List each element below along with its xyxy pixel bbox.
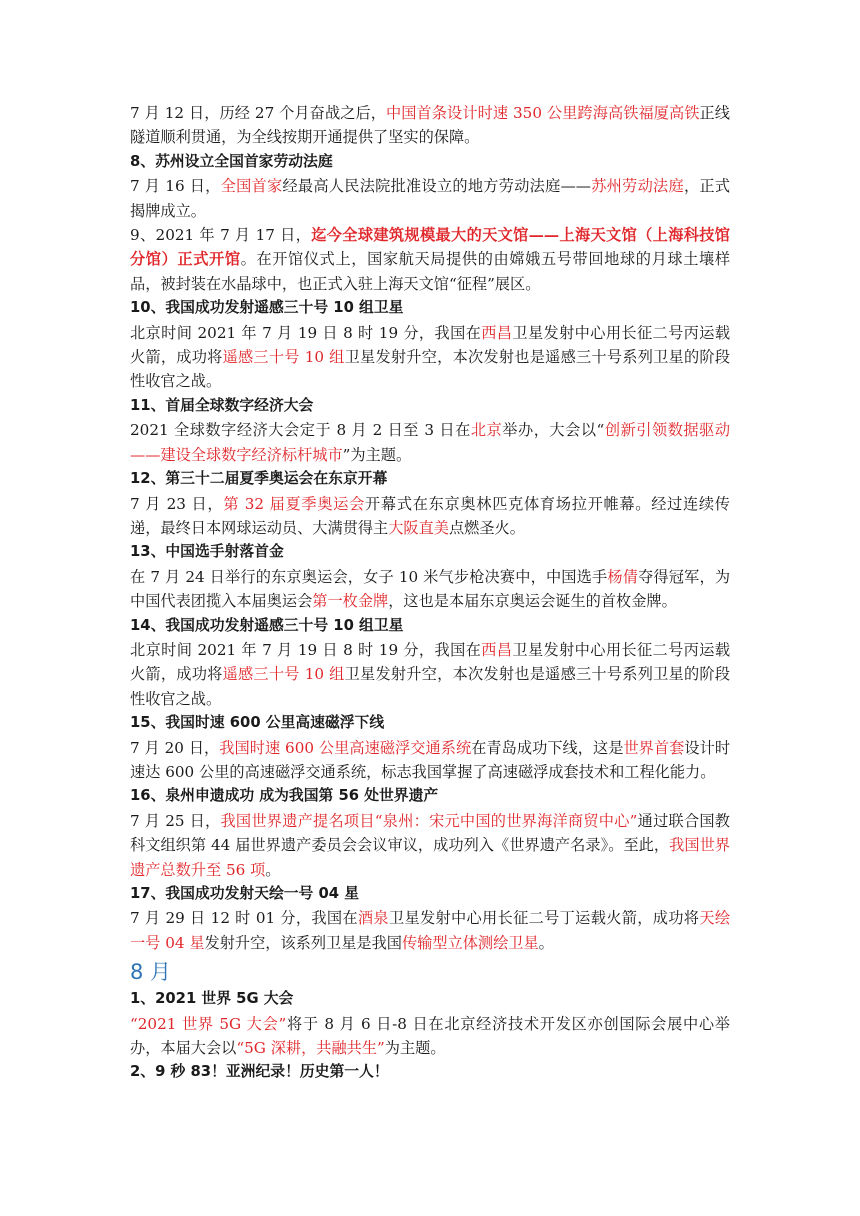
text-run: 经最高人民法院批准设立的地方劳动法庭—— [282, 177, 591, 196]
month-heading [130, 957, 730, 987]
section-heading [130, 296, 730, 320]
section-heading [130, 1060, 730, 1084]
text-run: 15、我国时速 600 公里高速磁浮下线 [130, 714, 385, 732]
text-run: 卫星发射中心用长征二号丁运载火箭，成功将 [388, 909, 700, 928]
text-run: 16、泉州申遗成功 成为我国第 56 处世界遗产 [130, 787, 439, 805]
paragraph [130, 492, 730, 541]
text-run: 2、9 秒 83！亚洲纪录！历史第一人！ [130, 1063, 389, 1081]
text-run: 将于 8 月 6 日-8 日在北京经济技术开发区亦创国际会展中心举办，本届大会以 [130, 1014, 730, 1058]
highlighted-text: 迄今全球建筑规模最大的天文馆——上海天文馆（上海科技馆分馆）正式开馆 [130, 226, 730, 269]
text-run: 在青岛成功下线，这是 [471, 738, 624, 757]
text-run: 北京时间 2021 年 7 月 19 日 8 时 19 分，我国在 [130, 640, 482, 659]
text-run: 2021 全球数字经济大会定于 8 月 2 日至 3 日在 [130, 421, 471, 440]
highlighted-text: 西昌 [481, 640, 513, 659]
section-heading [130, 987, 730, 1011]
paragraph [130, 101, 730, 150]
text-run: 11、首届全球数字经济大会 [130, 396, 314, 414]
highlighted-text: 天绘一号 04 星 [130, 909, 731, 952]
paragraph [130, 174, 730, 223]
text-run: 开幕式在东京奥林匹克体育场拉开帷幕。经过连续传递，最终日本网球运动员、大满贯得主 [130, 494, 730, 537]
text-run: 8、苏州设立全国首家劳动法庭 [130, 152, 333, 170]
paragraph [130, 809, 730, 882]
paragraph [130, 906, 730, 955]
text-run: 。 [538, 933, 554, 952]
highlighted-text: 世界首套 [623, 738, 685, 757]
section-heading [130, 150, 730, 174]
highlighted-text: 创新引领数据驱动——建设全球数字经济标杆城市 [130, 421, 731, 464]
highlighted-text: 全国首家 [220, 177, 283, 196]
document-page [130, 101, 730, 1085]
text-run: 10、我国成功发射遥感三十号 10 组卫星 [130, 299, 404, 317]
highlighted-text: 第一枚金牌 [312, 592, 389, 611]
text-run: 北京时间 2021 年 7 月 19 日 8 时 19 分，我国在 [130, 323, 482, 342]
text-run: 。 [265, 860, 281, 879]
text-run: 7 月 12 日，历经 27 个月奋战之后， [130, 104, 386, 122]
section-heading [130, 784, 730, 808]
text-run: 卫星发射升空，本次发射也是遥感三十号系列卫星的阶段性收官之战。 [130, 665, 731, 708]
highlighted-text: “2021 世界 5G 大会” [130, 1014, 287, 1033]
text-run: ”为主题。 [342, 445, 412, 464]
section-heading [130, 711, 730, 735]
highlighted-text: 我国世界遗产总数升至 56 项 [130, 836, 731, 879]
paragraph [130, 223, 730, 296]
text-run: 在 7 月 24 日举行的东京奥运会，女子 10 米气步枪决赛中，中国选手 [130, 567, 608, 586]
text-run: 13、中国选手射落首金 [130, 543, 284, 561]
text-run: 7 月 29 日 12 时 01 分，我国在 [130, 909, 358, 928]
text-run: 为主题。 [384, 1039, 446, 1058]
text-run: 8 月 [130, 960, 172, 985]
text-run: 7 月 16 日， [130, 177, 221, 196]
highlighted-text: 酒泉 [357, 909, 389, 928]
text-run: 夺得冠军，为中国代表团揽入本届奥运会 [130, 567, 731, 611]
section-heading [130, 614, 730, 638]
text-run: 14、我国成功发射遥感三十号 10 组卫星 [130, 616, 404, 634]
paragraph [130, 418, 730, 467]
text-run: 卫星发射中心用长征二号丙运载火箭，成功将 [130, 323, 731, 367]
text-run: 卫星发射升空，本次发射也是遥感三十号系列卫星的阶段性收官之战。 [130, 348, 731, 391]
highlighted-text: 苏州劳动法庭 [590, 177, 684, 196]
paragraph [130, 1012, 730, 1061]
highlighted-text: 杨倩 [607, 567, 639, 586]
text-run: 9、2021 年 7 月 17 日， [130, 226, 312, 245]
text-run: 点燃圣火。 [448, 518, 525, 537]
section-heading [130, 394, 730, 418]
text-run: 举办，大会以“ [502, 421, 605, 440]
text-run: 7 月 25 日， [130, 811, 221, 830]
text-run: 发射升空，该系列卫星是我国 [204, 933, 402, 952]
text-run: 设计时速达 600 公里的高速磁浮交通系统，标志我国掌握了高速磁浮成套技术和工程化能力。 [130, 738, 730, 781]
highlighted-text: 我国时速 600 公里高速磁浮交通系统 [219, 738, 472, 757]
text-run: 12、第三十二届夏季奥运会在东京开幕 [130, 470, 388, 488]
section-heading [130, 882, 730, 906]
section-heading [130, 467, 730, 491]
highlighted-text: 大阪直美 [388, 518, 449, 537]
section-heading [130, 540, 730, 564]
paragraph [130, 565, 730, 614]
text-run: ，这也是本届东京奥运会诞生的首枚金牌。 [388, 592, 677, 611]
highlighted-text: 第 32 届夏季奥运会 [223, 494, 366, 513]
highlighted-text: 中国首条设计时速 350 公里跨海高铁福厦高铁 [386, 104, 700, 122]
highlighted-text: 西昌 [481, 323, 513, 342]
paragraph [130, 638, 730, 711]
highlighted-text: 遥感三十号 10 组 [222, 665, 345, 684]
paragraph [130, 736, 730, 785]
text-run: 。在开馆仪式上，国家航天局提供的由嫦娥五号带回地球的月球土壤样品，被封装在水晶球中，也正式入驻上海天文馆“征程”展区。 [130, 250, 731, 293]
highlighted-text: 遥感三十号 10 组 [222, 348, 345, 367]
paragraph [130, 321, 730, 394]
text-run: 7 月 20 日， [130, 738, 220, 757]
text-run: 正线隧道顺利贯通，为全线按期开通提供了坚实的保障。 [130, 104, 730, 147]
text-run: 通过联合国教科文组织第 44 届世界遗产委员会会议审议，成功列入《世界遗产名录》。至此， [130, 811, 730, 855]
highlighted-text: 北京 [470, 421, 503, 440]
highlighted-text: 我国世界遗产提名项目“泉州：宋元中国的世界海洋商贸中心” [220, 811, 638, 830]
text-run: 7 月 23 日， [130, 494, 224, 513]
text-run: 1、2021 世界 5G 大会 [130, 990, 294, 1008]
highlighted-text: 传输型立体测绘卫星 [401, 933, 539, 952]
text-run: 卫星发射中心用长征二号丙运载火箭，成功将 [130, 640, 731, 684]
text-run: ，正式揭牌成立。 [130, 177, 731, 220]
highlighted-text: “5G 深耕，共融共生” [236, 1039, 385, 1058]
text-run: 17、我国成功发射天绘一号 04 星 [130, 885, 360, 902]
